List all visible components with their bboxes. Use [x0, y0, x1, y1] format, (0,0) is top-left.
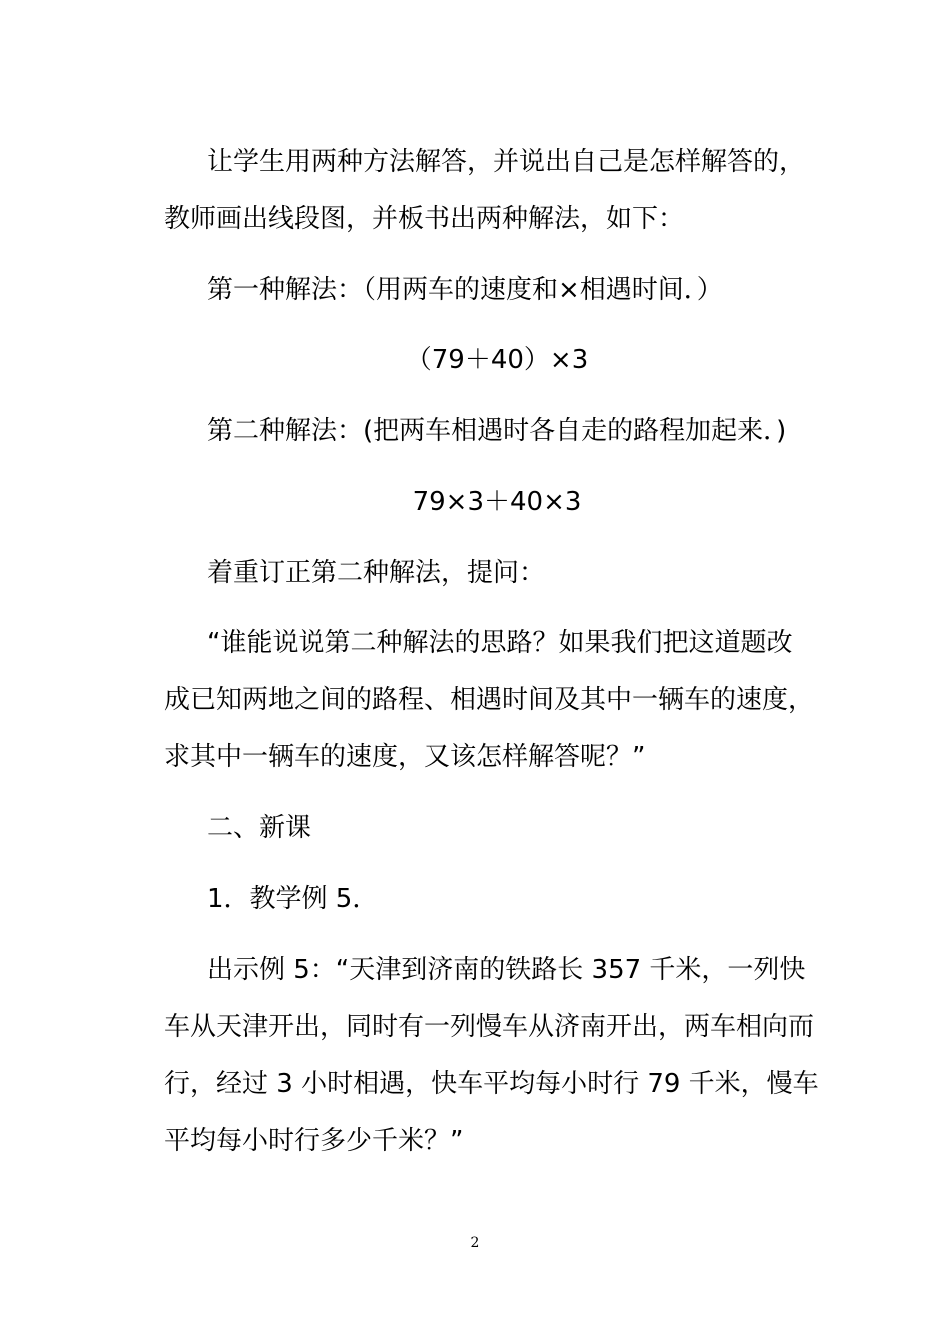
- paragraph-line: “谁能说说第二种解法的思路？如果我们把这道题改: [207, 628, 793, 658]
- method-one-line: 第一种解法：（用两车的速度和×相遇时间．）: [207, 275, 723, 305]
- subsection-heading: 1．教学例 5．: [207, 884, 379, 914]
- method-two-line: 第二种解法：(把两车相遇时各自走的路程加起来．): [207, 416, 787, 446]
- paragraph-line: 平均每小时行多少千米？”: [164, 1126, 464, 1156]
- section-heading: 二、新课: [207, 813, 312, 843]
- paragraph-line: 求其中一辆车的速度，又该怎样解答呢？”: [164, 742, 646, 772]
- paragraph-line: 让学生用两种方法解答，并说出自己是怎样解答的，: [207, 147, 806, 177]
- formula-one: （79＋40）×3: [405, 345, 589, 375]
- paragraph-line: 车从天津开出，同时有一列慢车从济南开出，两车相向而: [164, 1012, 815, 1042]
- formula-two: 79×3＋40×3: [412, 487, 582, 517]
- paragraph-line: 教师画出线段图，并板书出两种解法，如下：: [164, 204, 685, 234]
- paragraph-line: 成已知两地之间的路程、相遇时间及其中一辆车的速度，: [164, 685, 815, 715]
- paragraph-line: 行，经过 3 小时相遇，快车平均每小时行 79 千米，慢车: [164, 1069, 819, 1099]
- page-number: 2: [470, 1235, 480, 1251]
- paragraph-line: 着重订正第二种解法，提问：: [207, 558, 546, 588]
- paragraph-line: 出示例 5：“天津到济南的铁路长 357 千米，一列快: [207, 955, 806, 985]
